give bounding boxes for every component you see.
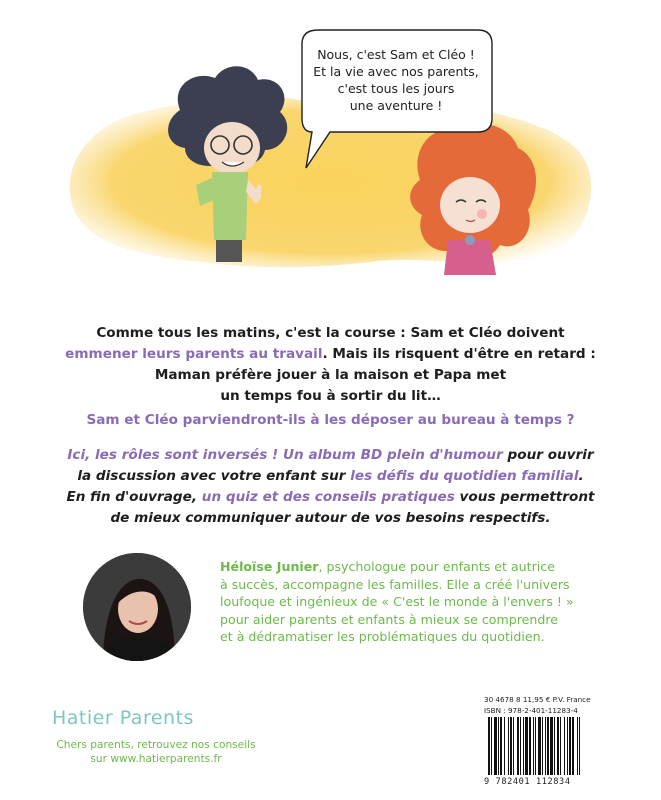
barcode-bar	[517, 717, 519, 775]
barcode-bar	[523, 717, 524, 775]
barcode-bar	[535, 717, 536, 775]
bio-line: loufoque et ingénieux de « C'est le monde à l'envers ! »	[220, 594, 574, 609]
barcode-bar	[545, 717, 546, 775]
barcode-bar	[550, 717, 553, 775]
barcode-bar	[508, 717, 509, 775]
pitch-line	[40, 466, 621, 487]
barcode-bar	[500, 717, 502, 775]
barcode-bar	[579, 717, 580, 775]
bio-line: pour aider parents et enfants à mieux se comprendre	[220, 611, 559, 627]
barcode-bar	[510, 717, 512, 775]
summary-question	[40, 410, 621, 431]
pitch-line	[40, 445, 621, 466]
barcode-bars	[484, 717, 624, 777]
publisher-logo: Hatier Parents	[52, 707, 194, 729]
bio-line: et à dédramatiser les problématiques du quotidien.	[220, 629, 545, 644]
summary-line: Comme tous les matins, c'est la course : Sam et Cléo doivent	[96, 325, 565, 341]
pitch-text: pour ouvrir	[502, 447, 594, 463]
barcode-bar	[564, 717, 565, 775]
summary-line: Maman préfère jouer à la maison et Papa met	[154, 367, 507, 383]
summary-line: un temps fou à sortir du lit…	[220, 388, 441, 404]
pitch-text: .	[578, 468, 584, 484]
barcode-digits: 9 782401 112834	[484, 777, 571, 787]
bio-text: , psychologue pour enfants et autrice	[318, 559, 555, 574]
speech-bubble-text	[310, 46, 482, 114]
summary-text: . Mais ils risquent d'être en retard :	[322, 346, 596, 362]
isbn-line: ISBN : 978-2-401-11283-4	[484, 706, 578, 715]
question-line: Sam et Cléo parviendront-ils à les déposer au bureau à temps ?	[86, 412, 575, 428]
pitch-text: la discussion avec votre enfant sur	[77, 468, 351, 484]
bio-line	[220, 558, 620, 576]
pitch-line: de mieux communiquer autour de vos besoins respectifs.	[110, 510, 551, 526]
barcode-bar	[538, 717, 541, 775]
highlight-text: un quiz et des conseils pratiques	[201, 489, 455, 505]
highlight-text: les défis du quotidien familial	[350, 468, 579, 484]
pitch-line	[40, 487, 621, 508]
barcode-bar	[513, 717, 514, 775]
barcode-bar	[547, 717, 549, 775]
barcode-bar	[567, 717, 568, 775]
bubble-line: Et la vie avec nos parents,	[313, 64, 479, 79]
barcode-bar	[491, 717, 492, 775]
barcode-bar	[494, 717, 497, 775]
tagline-line: sur www.hatierparents.fr	[90, 753, 222, 765]
bubble-line: c'est tous les jours	[337, 81, 455, 96]
barcode-bar	[542, 717, 543, 775]
bubble-line: Nous, c'est Sam et Cléo !	[317, 47, 475, 62]
barcode-bar	[520, 717, 521, 775]
barcode-bar	[504, 717, 505, 775]
barcode-bar	[554, 717, 555, 775]
barcode-bar	[577, 717, 578, 775]
barcode-bar	[498, 717, 499, 775]
pitch-paragraph	[40, 445, 621, 529]
barcode-bar	[525, 717, 528, 775]
cover-illustration	[0, 0, 661, 300]
pitch-text: vous permettront	[454, 489, 595, 505]
barcode-bar	[572, 717, 574, 775]
barcode-bar	[557, 717, 559, 775]
summary-paragraph	[40, 323, 621, 407]
barcode-bar	[533, 717, 534, 775]
barcode-bar	[488, 717, 490, 775]
bubble-line: une aventure !	[349, 98, 443, 113]
barcode-bar	[569, 717, 571, 775]
author-bio	[220, 558, 620, 646]
bio-line: à succès, accompagne les familles. Elle a créé l'univers	[220, 576, 570, 592]
barcode-bar	[529, 717, 531, 775]
barcode-block	[484, 695, 624, 790]
price-line: 30 4678 8 11,95 € P.V. France	[484, 695, 591, 704]
highlight-text: Ici, les rôles sont inversés ! Un album BD plein d'humour	[67, 447, 503, 463]
author-photo	[83, 553, 191, 661]
publisher-tagline	[36, 738, 276, 766]
highlight-text: emmener leurs parents au travail	[65, 346, 323, 362]
author-name: Héloïse Junier	[220, 559, 319, 574]
pitch-text: En fin d'ouvrage,	[66, 489, 202, 505]
summary-line	[40, 344, 621, 365]
barcode-bar	[560, 717, 561, 775]
tagline-line: Chers parents, retrouvez nos conseils	[56, 739, 256, 751]
